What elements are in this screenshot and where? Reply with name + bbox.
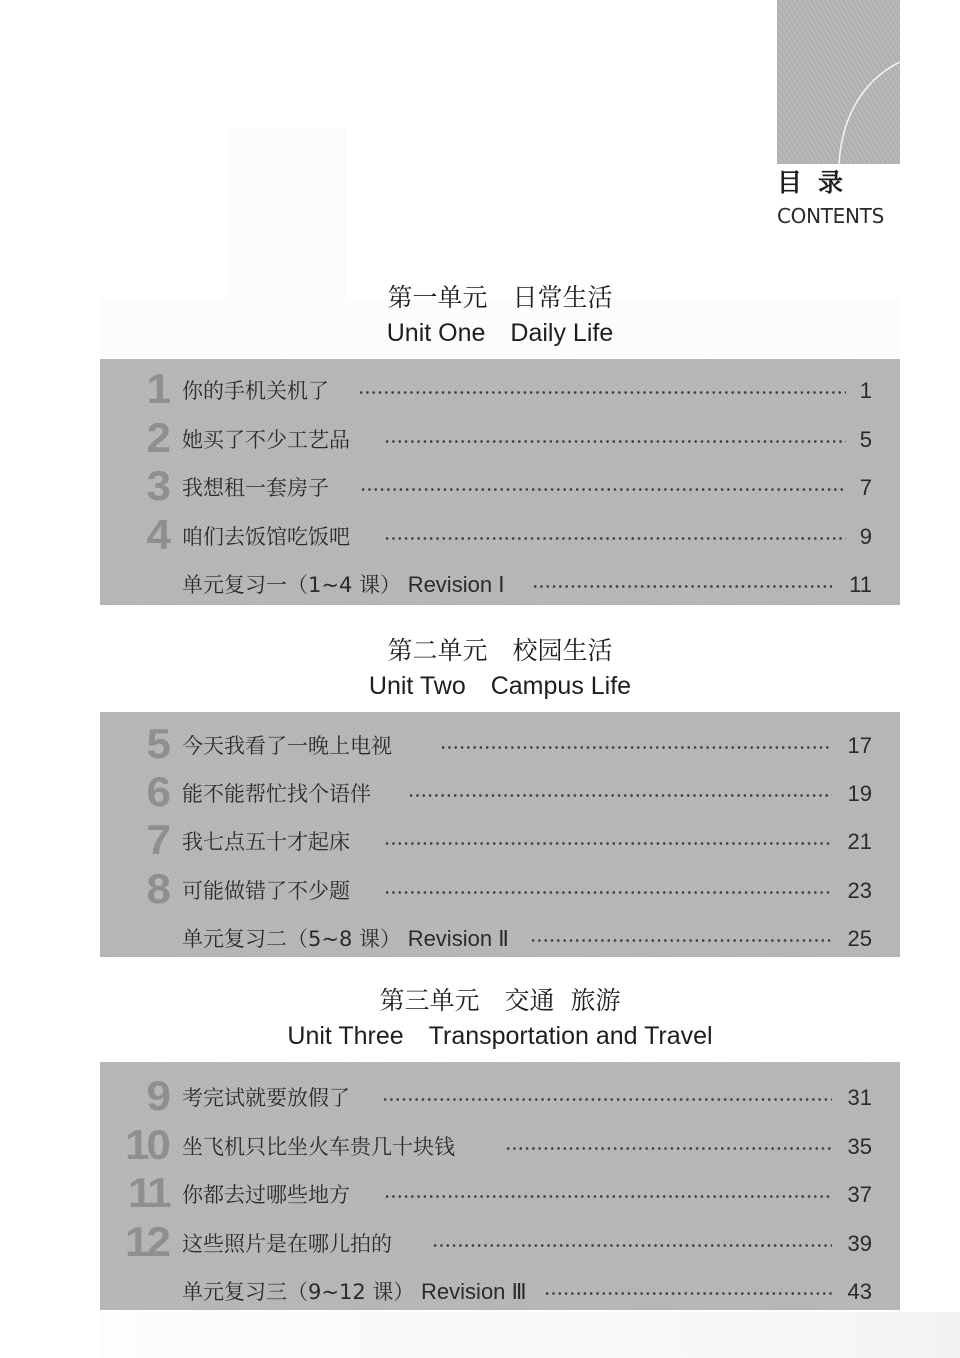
dot-leader (530, 939, 832, 942)
toc-entry[interactable] (100, 768, 900, 815)
unit-title-cn: 第二单元 校园生活 (387, 636, 613, 665)
toc-entry-revision[interactable] (100, 565, 900, 605)
toc-entry[interactable] (100, 1121, 900, 1168)
page-number[interactable]: 43 (847, 1279, 872, 1304)
unit-header-3 (100, 984, 900, 1054)
toc-entry[interactable] (100, 365, 900, 412)
page-bottom-shade (100, 1312, 960, 1358)
dot-leader (360, 488, 846, 491)
revision-title-en: Revision Ⅰ (407, 572, 505, 597)
lesson-title[interactable]: 我七点五十才起床 (182, 830, 350, 854)
unit-title-cn: 第一单元 日常生活 (387, 283, 613, 312)
lesson-number: 9 (146, 1072, 168, 1119)
toc-entry[interactable] (100, 816, 900, 863)
dot-leader (384, 842, 832, 845)
lesson-title[interactable]: 你都去过哪些地方 (182, 1183, 350, 1207)
page-number[interactable]: 9 (859, 524, 872, 549)
unit-title-en: Unit Three Transportation and Travel (287, 1022, 713, 1050)
toc-entry[interactable] (100, 1072, 900, 1119)
toc-entry[interactable] (100, 865, 900, 912)
lesson-title[interactable]: 坐飞机只比坐火车贵几十块钱 (182, 1135, 455, 1159)
lesson-title[interactable]: 能不能帮忙找个语伴 (182, 782, 371, 806)
lesson-title[interactable]: 可能做错了不少题 (182, 879, 350, 903)
page-number[interactable]: 25 (847, 926, 872, 951)
lesson-number: 10 (125, 1121, 169, 1168)
dot-leader (384, 440, 846, 443)
toc-entry-revision[interactable] (100, 919, 900, 959)
unit-header-1 (100, 281, 900, 351)
page-number[interactable]: 11 (849, 572, 872, 597)
unit-1-lessons-band (100, 359, 900, 605)
page-number[interactable]: 39 (847, 1231, 872, 1256)
dot-leader (384, 537, 846, 540)
lesson-title[interactable]: 她买了不少工艺品 (182, 428, 350, 452)
dot-leader (408, 794, 832, 797)
toc-entry-revision[interactable] (100, 1272, 900, 1312)
contents-heading (777, 166, 917, 230)
lesson-number: 8 (146, 865, 168, 912)
page-number[interactable]: 31 (847, 1085, 872, 1110)
revision-title-cn: 单元复习三（9~12 课） (182, 1280, 415, 1304)
lesson-title[interactable]: 这些照片是在哪儿拍的 (182, 1232, 392, 1256)
toc-entry[interactable] (100, 462, 900, 509)
toc-entry[interactable] (100, 720, 900, 767)
revision-title-cn: 单元复习一（1~4 课） (182, 573, 401, 597)
revision-title-cn: 单元复习二（5~8 课） (182, 927, 401, 951)
toc-entry[interactable] (100, 414, 900, 461)
toc-entry[interactable] (100, 1218, 900, 1265)
revision-title[interactable] (182, 565, 505, 605)
page-number[interactable]: 7 (859, 475, 872, 500)
lesson-number: 11 (127, 1169, 168, 1216)
lesson-number: 5 (146, 720, 168, 767)
lesson-title[interactable]: 考完试就要放假了 (182, 1086, 350, 1110)
unit-header-2 (100, 634, 900, 704)
revision-title-en: Revision Ⅲ (421, 1279, 527, 1304)
unit-title-en: Unit Two Campus Life (368, 672, 632, 700)
revision-title-en: Revision Ⅱ (407, 926, 509, 951)
lesson-title[interactable]: 咱们去饭馆吃饭吧 (182, 525, 350, 549)
dot-leader (382, 1098, 832, 1101)
contents-title-cn: 目录 (777, 168, 860, 197)
lesson-number: 4 (146, 511, 168, 558)
lesson-number: 7 (146, 816, 168, 863)
dot-leader (384, 891, 832, 894)
page-number[interactable]: 37 (847, 1182, 872, 1207)
page-number[interactable]: 35 (847, 1134, 872, 1159)
dot-leader (440, 746, 832, 749)
lesson-number: 12 (125, 1218, 169, 1265)
dot-leader (358, 391, 846, 394)
page-number[interactable]: 19 (847, 781, 872, 806)
arc-decoration-icon (777, 0, 900, 164)
toc-entry[interactable] (100, 1169, 900, 1216)
lesson-number: 2 (146, 414, 168, 461)
lesson-title[interactable]: 你的手机关机了 (182, 379, 329, 403)
dot-leader (532, 585, 832, 588)
toc-entry[interactable] (100, 511, 900, 558)
dot-leader (432, 1244, 832, 1247)
unit-title-en: Unit One Daily Life (386, 319, 614, 347)
contents-title-en: CONTENTS (777, 204, 884, 228)
dot-leader (384, 1195, 832, 1198)
revision-title[interactable] (182, 1272, 527, 1312)
page-number[interactable]: 23 (847, 878, 872, 903)
revision-title[interactable] (182, 919, 509, 959)
page-number[interactable]: 5 (859, 427, 872, 452)
unit-2-lessons-band (100, 712, 900, 957)
dot-leader (544, 1292, 832, 1295)
lesson-number: 6 (146, 768, 168, 815)
page-number[interactable]: 1 (859, 378, 872, 403)
page-number[interactable]: 17 (847, 733, 872, 758)
dot-leader (505, 1147, 832, 1150)
lesson-number: 1 (146, 365, 168, 412)
lesson-title[interactable]: 今天我看了一晚上电视 (182, 734, 392, 758)
lesson-title[interactable]: 我想租一套房子 (182, 476, 329, 500)
lesson-number: 3 (146, 462, 168, 509)
unit-3-lessons-band (100, 1062, 900, 1310)
page-number[interactable]: 21 (847, 829, 872, 854)
unit-title-cn: 第三单元 交通 旅游 (379, 986, 621, 1015)
faint-background-mark (228, 128, 346, 298)
corner-decoration (777, 0, 900, 164)
